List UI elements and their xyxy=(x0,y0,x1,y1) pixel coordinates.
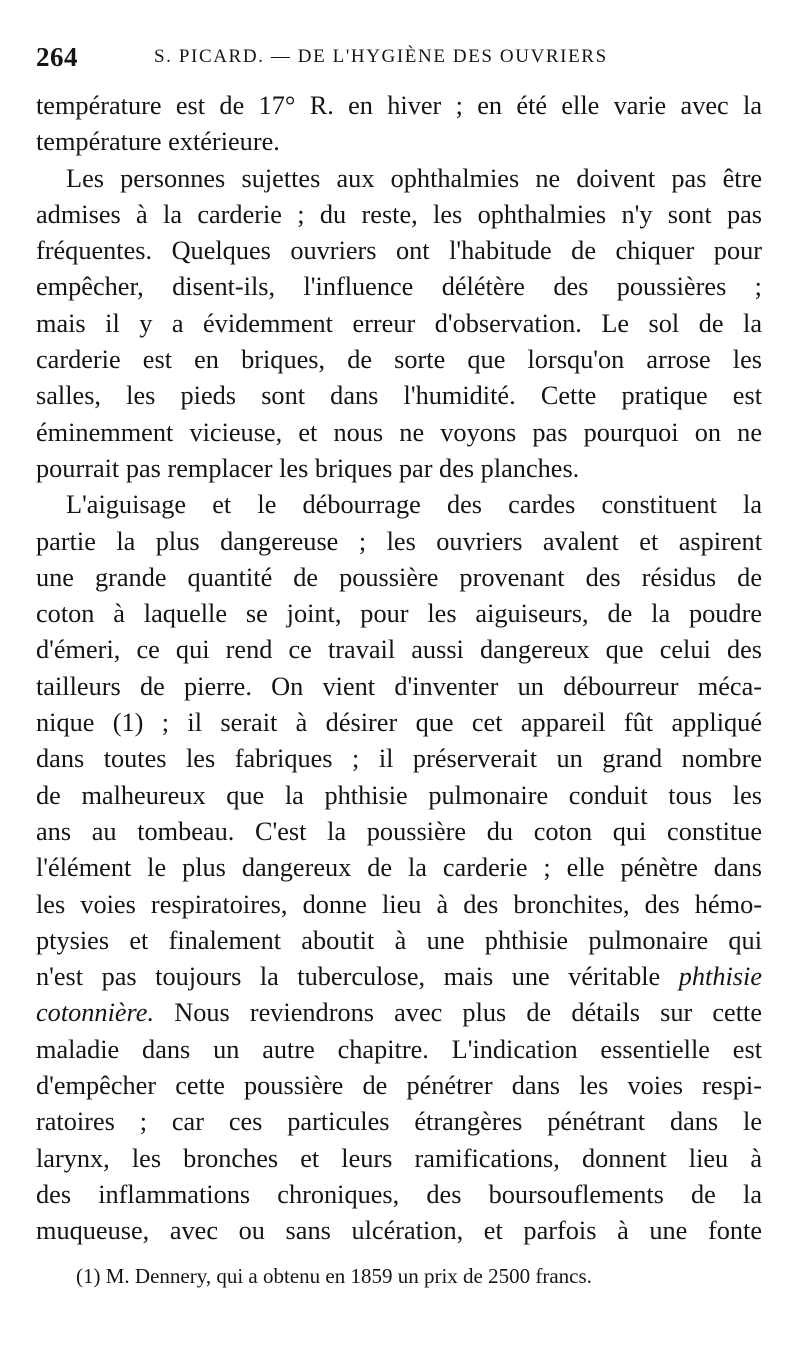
text-line: L'aiguisage et le débourrage des cardes constituent la xyxy=(66,490,762,520)
text-line: nique (1) ; il serait à désirer que cet appareil fût appliqué xyxy=(36,708,762,738)
text-line: partie la plus dangereuse ; les ouvriers avalent et aspirent xyxy=(36,526,762,556)
text-line: empêcher, disent-ils, l'influence délétère des poussières ; xyxy=(36,272,762,302)
text-line: température extérieure. xyxy=(36,127,280,157)
text-line: d'émeri, ce qui rend ce travail aussi dangereux que celui des xyxy=(36,635,762,665)
text-segment: Nous reviendrons avec plus de détails sur cette xyxy=(174,998,762,1028)
text-line: Les personnes sujettes aux ophthalmies ne doivent pas être xyxy=(66,163,762,193)
text-line: l'élément le plus dangereux de la carderie ; elle pénètre dans xyxy=(36,853,762,883)
text-line: maladie dans un autre chapitre. L'indication essentielle est xyxy=(36,1034,762,1064)
italic-term: cotonnière. xyxy=(36,998,155,1028)
text-line: ptysies et finalement aboutit à une phthisie pulmonaire qui xyxy=(36,925,762,955)
text-line-with-italic xyxy=(36,995,762,1031)
footnote: (1) M. Dennery, qui a obtenu en 1859 un prix de 2500 francs. xyxy=(76,1263,592,1288)
text-line: dans toutes les fabriques ; il préserverait un grand nombre xyxy=(36,744,762,774)
text-line: une grande quantité de poussière provenant des résidus de xyxy=(36,562,762,592)
text-line: éminemment vicieuse, et nous ne voyons pas pourquoi on ne xyxy=(36,417,762,447)
text-line: température est de 17° R. en hiver ; en été elle varie avec la xyxy=(36,91,762,120)
body-text xyxy=(36,88,762,1250)
running-head: S. PICARD. — DE L'HYGIÈNE DES OUVRIERS xyxy=(154,46,608,67)
text-line: pourrait pas remplacer les briques par des planches. xyxy=(36,453,580,483)
page-number: 264 xyxy=(36,42,78,72)
text-line-with-italic xyxy=(36,959,762,995)
italic-term: phthisie xyxy=(678,962,762,992)
text-line: admises à la carderie ; du reste, les ophthalmies n'y sont pas xyxy=(36,199,762,229)
page-header xyxy=(36,42,762,88)
text-line: des inflammations chroniques, des boursouflements de la xyxy=(36,1179,762,1209)
text-line: larynx, les bronches et leurs ramifications, donnent lieu à xyxy=(36,1143,762,1173)
text-line: tailleurs de pierre. On vient d'inventer un débourreur méca- xyxy=(36,671,762,701)
text-line: les voies respiratoires, donne lieu à des bronchites, des hémo- xyxy=(36,889,762,919)
text-line: salles, les pieds sont dans l'humidité. Cette pratique est xyxy=(36,381,762,411)
text-line: coton à laquelle se joint, pour les aiguiseurs, de la poudre xyxy=(36,599,762,629)
text-line: fréquentes. Quelques ouvriers ont l'habitude de chiquer pour xyxy=(36,236,762,266)
text-line: ans au tombeau. C'est la poussière du coton qui constitue xyxy=(36,816,762,846)
text-line: ratoires ; car ces particules étrangères pénétrant dans le xyxy=(36,1107,762,1137)
text-line: d'empêcher cette poussière de pénétrer dans les voies respi- xyxy=(36,1071,762,1101)
text-line: mais il y a évidemment erreur d'observation. Le sol de la xyxy=(36,308,762,338)
text-line: muqueuse, avec ou sans ulcération, et parfois à une fonte xyxy=(36,1216,762,1246)
text-segment: n'est pas toujours la tuberculose, mais une véritable xyxy=(36,962,661,992)
text-line: de malheureux que la phthisie pulmonaire conduit tous les xyxy=(36,780,762,810)
text-line: carderie est en briques, de sorte que lorsqu'on arrose les xyxy=(36,345,762,375)
